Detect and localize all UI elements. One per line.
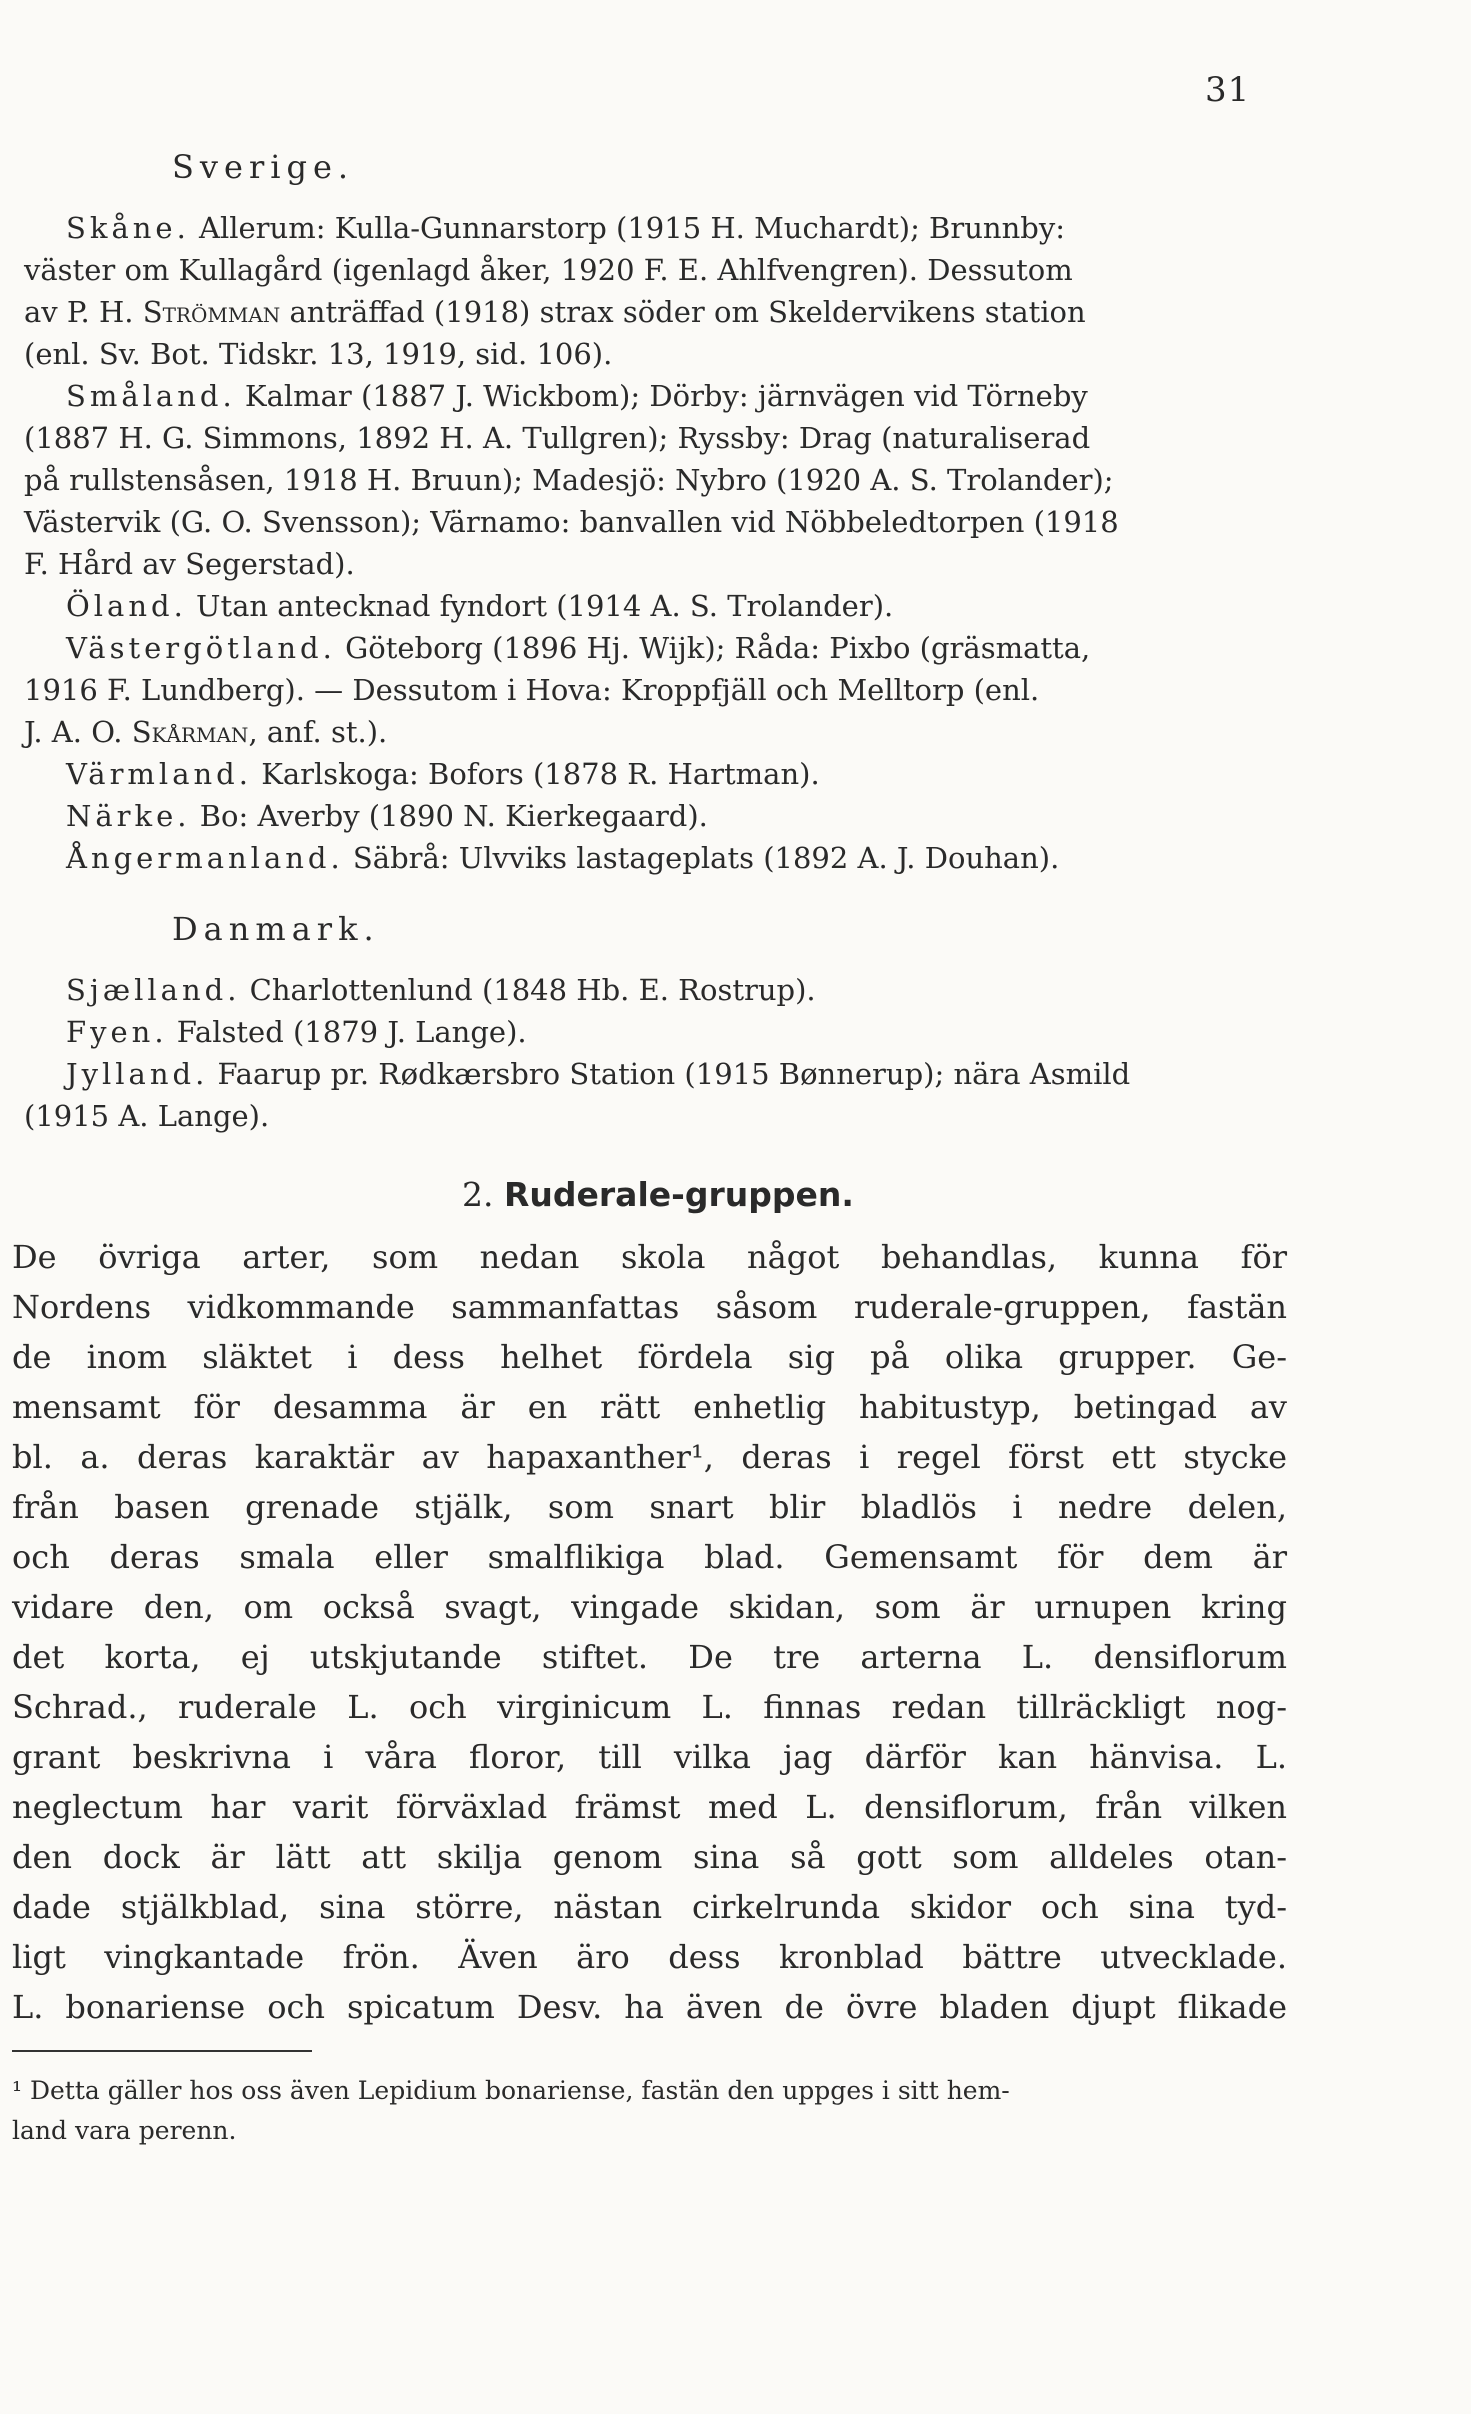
region-label: Västergötland. (66, 631, 336, 665)
footnote-divider (12, 2050, 312, 2052)
body-line: neglectum har varit förväxlad främst med L. densiflorum, från vilken (12, 1788, 1287, 1826)
body-line: ligt vingkantade frön. Även äro dess kronblad bättre utvecklade. (12, 1938, 1287, 1976)
text-line: 1916 F. Lundberg). — Dessutom i Hova: Kroppfjäll och Melltorp (enl. (24, 673, 1040, 707)
text-line: väster om Kullagård (igenlagd åker, 1920 F. E. Ahlfvengren). Dessutom (24, 253, 1073, 287)
region-label: Värmland. (66, 757, 252, 791)
text-line: Småland. Kalmar (1887 J. Wickbom); Dörby: järnvägen vid Törneby (66, 379, 1088, 413)
region-label: Ångermanland. (66, 841, 344, 875)
body-line: den dock är lätt att skilja genom sina så gott som alldeles otan- (12, 1838, 1287, 1876)
body-line: och deras smala eller smalflikiga blad. Gemensamt för dem är (12, 1538, 1287, 1576)
body-line: från basen grenade stjälk, som snart blir bladlös i nedre delen, (12, 1488, 1287, 1526)
footnote-line: ¹ Detta gäller hos oss även Lepidium bonariense, fastän den uppges i sitt hem- (12, 2076, 1010, 2105)
text-line: Värmland. Karlskoga: Bofors (1878 R. Hartman). (66, 757, 820, 791)
body-line: Schrad., ruderale L. och virginicum L. finnas redan tillräckligt nog- (12, 1688, 1287, 1726)
body-line: L. bonariense och spicatum Desv. ha även de övre bladen djupt flikade (12, 1988, 1287, 2026)
body-line: de inom släktet i dess helhet fördela sig på olika grupper. Ge- (12, 1338, 1287, 1376)
text-line: Skåne. Allerum: Kulla-Gunnarstorp (1915 H. Muchardt); Brunnby: (66, 211, 1065, 245)
text-line: Ångermanland. Säbrå: Ulvviks lastageplats (1892 A. J. Douhan). (66, 841, 1060, 875)
text-line: Närke. Bo: Averby (1890 N. Kierkegaard). (66, 799, 708, 833)
text-line: J. A. O. Skårman, anf. st.). (24, 715, 388, 749)
text-line: Västervik (G. O. Svensson); Värnamo: banvallen vid Nöbbeledtorpen (1918 (24, 505, 1119, 539)
heading-danmark: Danmark. (172, 910, 380, 948)
body-line: dade stjälkblad, sina större, nästan cirkelrunda skidor och sina tyd- (12, 1888, 1287, 1926)
text-line: av P. H. Strömman anträffad (1918) strax söder om Skeldervikens station (24, 295, 1086, 329)
text-line: (1887 H. G. Simmons, 1892 H. A. Tullgren); Ryssby: Drag (naturaliserad (24, 421, 1091, 455)
text-line: Sjælland. Charlottenlund (1848 Hb. E. Rostrup). (66, 973, 816, 1007)
text-line: på rullstensåsen, 1918 H. Bruun); Madesjö: Nybro (1920 A. S. Trolander); (24, 463, 1114, 497)
text-line: Jylland. Faarup pr. Rødkærsbro Station (1915 Bønnerup); nära Asmild (66, 1057, 1131, 1091)
footnote-line: land vara perenn. (12, 2116, 237, 2145)
page-number: 31 (1205, 70, 1251, 110)
text-line: Fyen. Falsted (1879 J. Lange). (66, 1015, 527, 1049)
body-line: mensamt för desamma är en rätt enhetlig habitustyp, betingad av (12, 1388, 1287, 1426)
text-line: (enl. Sv. Bot. Tidskr. 13, 1919, sid. 106). (24, 337, 613, 371)
region-label: Sjælland. (66, 973, 241, 1007)
region-label: Småland. (66, 379, 236, 413)
text-line: Öland. Utan antecknad fyndort (1914 A. S. Trolander). (66, 589, 894, 623)
text-line: Västergötland. Göteborg (1896 Hj. Wijk); Råda: Pixbo (gräsmatta, (66, 631, 1091, 665)
region-label: Öland. (66, 589, 187, 623)
region-label: Skåne. (66, 211, 190, 245)
region-label: Fyen. (66, 1015, 168, 1049)
text-line: F. Hård av Segerstad). (24, 547, 355, 581)
body-line: vidare den, om också svagt, vingade skidan, som är urnupen kring (12, 1588, 1287, 1626)
body-line: De övriga arter, som nedan skola något behandlas, kunna för (12, 1238, 1287, 1276)
body-line: bl. a. deras karaktär av hapaxanther¹, deras i regel först ett stycke (12, 1438, 1287, 1476)
heading-sverige: Sverige. (172, 148, 355, 186)
body-line: det korta, ej utskjutande stiftet. De tre arterna L. densiflorum (12, 1638, 1287, 1676)
region-label: Närke. (66, 799, 191, 833)
body-line: grant beskrivna i våra floror, till vilka jag därför kan hänvisa. L. (12, 1738, 1287, 1776)
body-line: Nordens vidkommande sammanfattas såsom ruderale-gruppen, fastän (12, 1288, 1287, 1326)
text-line: (1915 A. Lange). (24, 1099, 270, 1133)
region-label: Jylland. (66, 1057, 209, 1091)
section-heading: 2. Ruderale-gruppen. (462, 1175, 854, 1214)
